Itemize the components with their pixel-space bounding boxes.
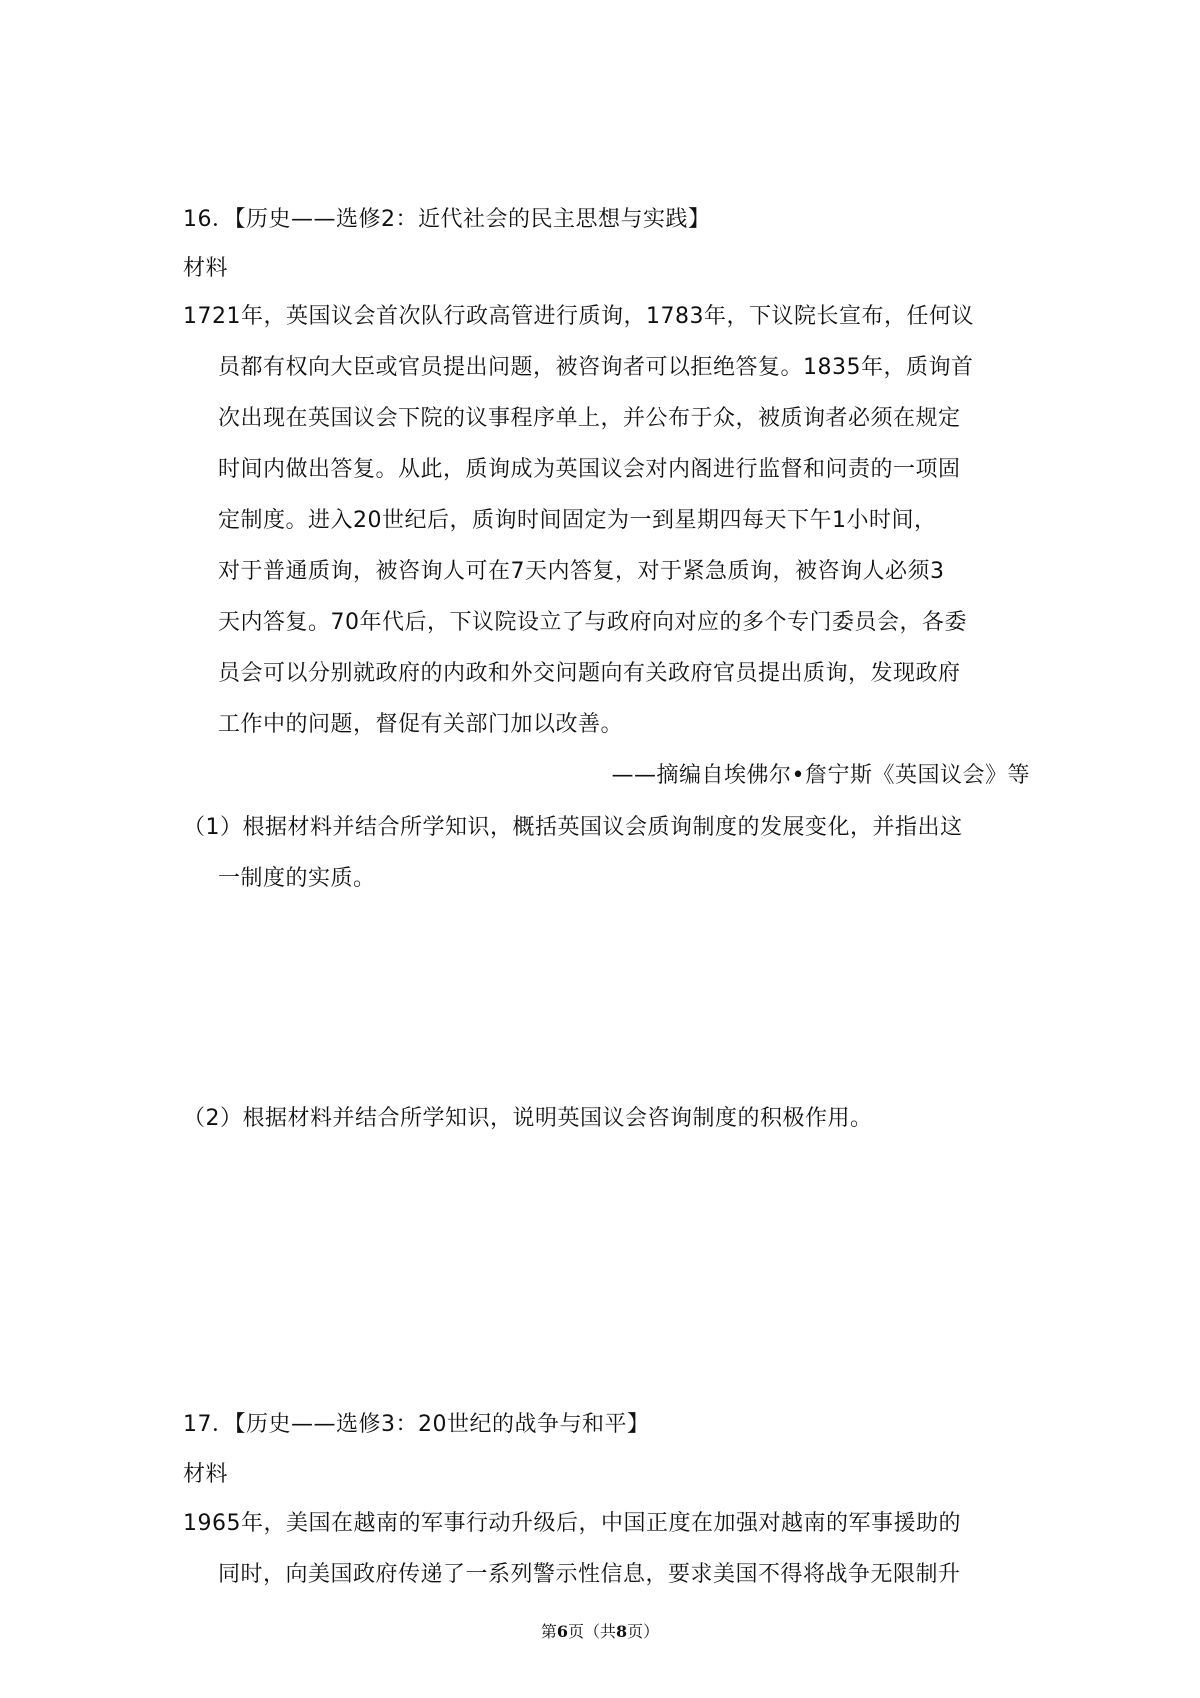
q16-material-line: 定制度。进入20世纪后，质询时间固定为一到星期四每天下午1小时间， — [218, 508, 937, 533]
q16-material-line: 工作中的问题，督促有关部门加以改善。 — [218, 712, 624, 737]
q16-material-line: 员会可以分别就政府的内政和外交问题向有关政府官员提出质询，发现政府 — [218, 661, 961, 686]
q16-subquestion-2: （2）根据材料并结合所学知识，说明英国议会咨询制度的积极作用。 — [183, 1106, 873, 1131]
q16-subquestion-1-cont: 一制度的实质。 — [218, 866, 376, 891]
q17-heading: 17．【历史——选修3：20世纪的战争与和平】 — [183, 1412, 650, 1437]
footer-middle: 页（共 — [567, 1622, 616, 1641]
q17-material-line: 1965年，美国在越南的军事行动升级后，中国正度在加强对越南的军事援助的 — [183, 1511, 961, 1536]
page-footer — [0, 1622, 1200, 1642]
q16-material-line: 员都有权向大臣或官员提出问题，被咨询者可以拒绝答复。1835年，质询首 — [218, 355, 974, 380]
q16-heading: 16．【历史——选修2：近代社会的民主思想与实践】 — [183, 207, 711, 232]
q16-material-line: 时间内做出答复。从此，质询成为英国议会对内阁进行监督和问责的一项固 — [218, 457, 961, 482]
q16-material-line: 对于普通质询，被咨询人可在7天内答复，对于紧急质询，被咨询人必须3 — [218, 559, 945, 584]
q17-material-line: 同时，向美国政府传递了一系列警示性信息，要求美国不得将战争无限制升 — [218, 1562, 961, 1587]
q16-material-line: 1721年，英国议会首次队行政高管进行质询，1783年，下议院长宣布，任何议 — [183, 304, 974, 329]
q16-subquestion-1: （1）根据材料并结合所学知识，概括英国议会质询制度的发展变化，并指出这 — [183, 815, 963, 840]
q17-material-label: 材料 — [183, 1462, 229, 1487]
q16-material-label: 材料 — [183, 256, 229, 281]
q16-material-line: 天内答复。70年代后，下议院设立了与政府向对应的多个专门委员会，各委 — [218, 610, 967, 635]
footer-page-number: 6 — [556, 1622, 568, 1641]
q16-material-line: 次出现在英国议会下院的议事程序单上，并公布于众，被质询者必须在规定 — [218, 406, 961, 431]
footer-prefix: 第 — [540, 1622, 557, 1641]
footer-total-pages: 8 — [616, 1622, 628, 1641]
footer-suffix: 页） — [627, 1622, 660, 1641]
q16-attribution: ——摘编自埃佛尔•詹宁斯《英国议会》等 — [611, 763, 1030, 788]
